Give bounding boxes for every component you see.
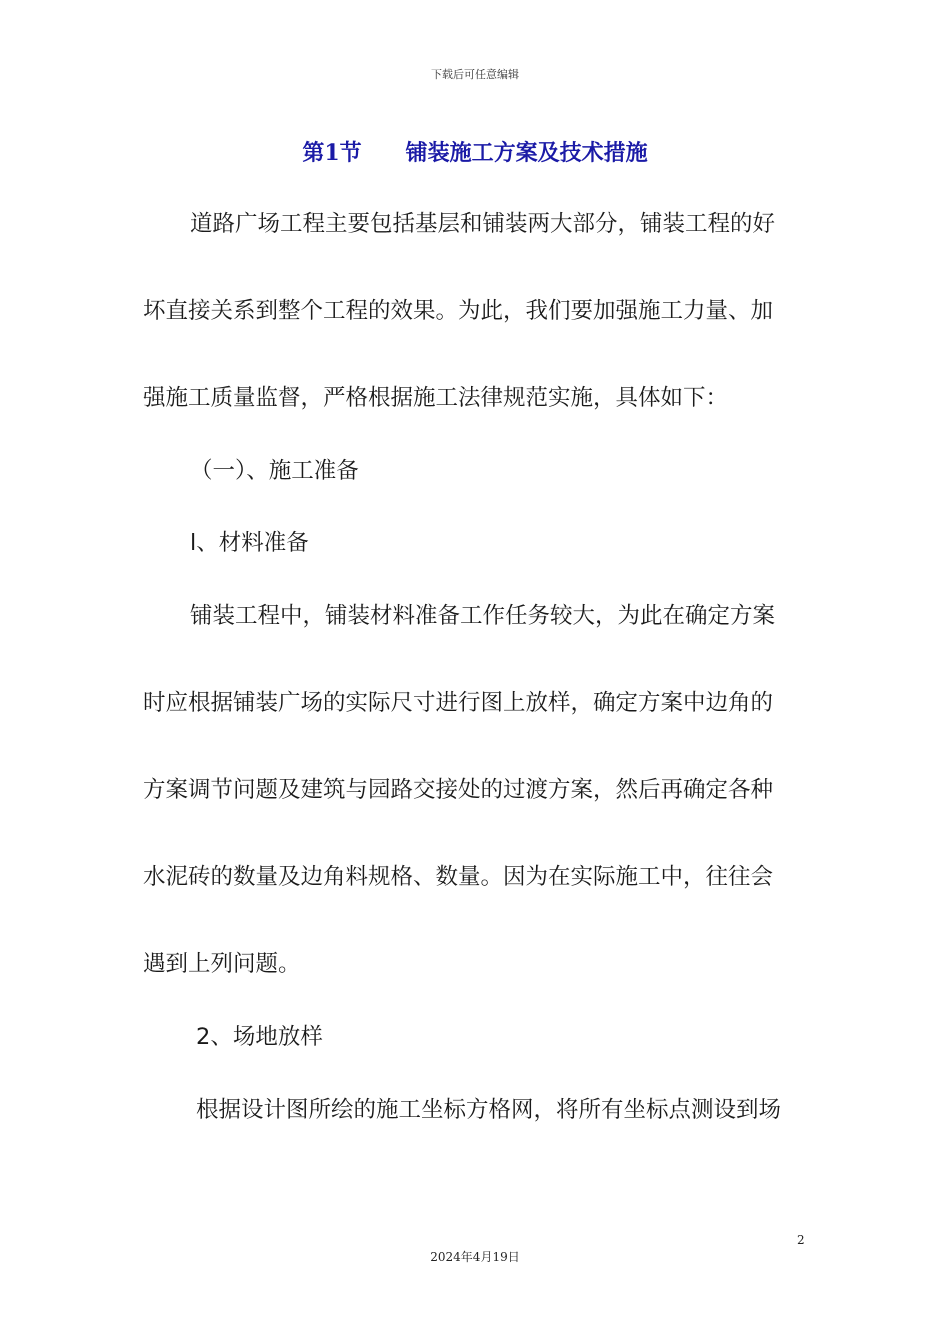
footer-date: 2024年4月19日 bbox=[430, 1250, 520, 1264]
paragraph-line: 方案调节问题及建筑与园路交接处的过渡方案，然后再确定各种 bbox=[143, 777, 774, 803]
paragraph-line: 强施工质量监督，严格根据施工法律规范实施，具体如下： bbox=[143, 385, 729, 411]
page-number: 2 bbox=[797, 1233, 805, 1247]
section-heading bbox=[0, 136, 950, 167]
paragraph-line: 根据设计图所绘的施工坐标方格网，将所有坐标点测设到场 bbox=[196, 1097, 782, 1123]
paragraph-line: 道路广场工程主要包括基层和铺装两大部分，铺装工程的好 bbox=[190, 211, 776, 237]
paragraph-line: 遇到上列问题。 bbox=[143, 951, 301, 977]
subheading-construction-prep: （一）、施工准备 bbox=[190, 458, 359, 484]
paragraph-line: 铺装工程中，铺装材料准备工作任务较大，为此在确定方案 bbox=[190, 603, 776, 629]
section-number: 第1节 bbox=[302, 140, 362, 166]
subheading-material-prep: l、材料准备 bbox=[190, 530, 309, 556]
header-note: 下载后可任意编辑 bbox=[431, 68, 519, 81]
section-title: 铺装施工方案及技术措施 bbox=[405, 141, 648, 166]
subheading-site-layout: 2、场地放样 bbox=[196, 1024, 323, 1050]
paragraph-line: 坏直接关系到整个工程的效果。为此，我们要加强施工力量、加 bbox=[143, 298, 774, 324]
paragraph-line: 水泥砖的数量及边角料规格、数量。因为在实际施工中，往往会 bbox=[143, 864, 774, 890]
paragraph-line: 时应根据铺装广场的实际尺寸进行图上放样，确定方案中边角的 bbox=[143, 690, 774, 716]
